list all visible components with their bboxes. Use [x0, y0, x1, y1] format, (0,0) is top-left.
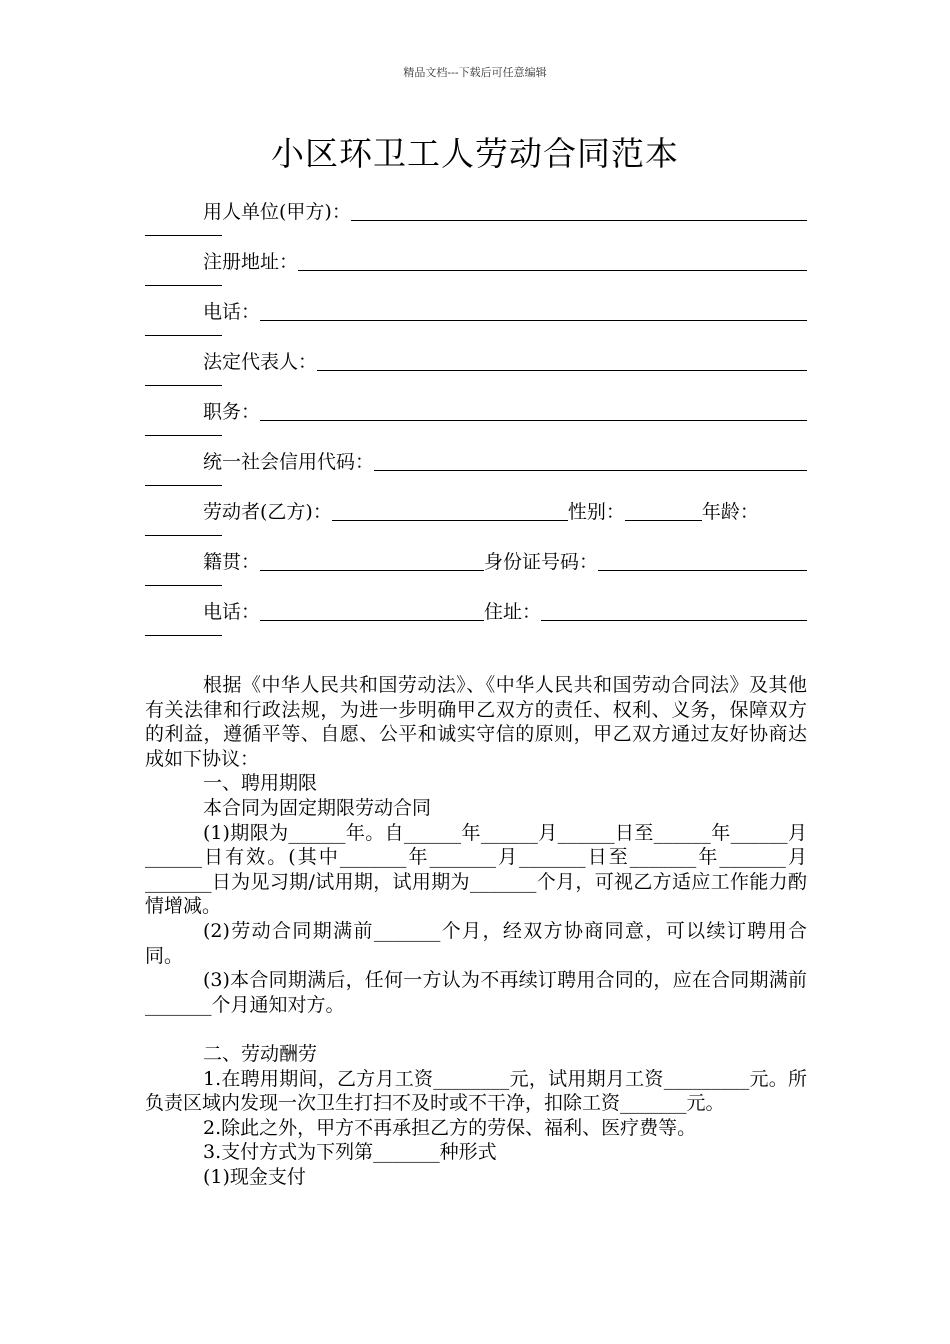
section-gap: [145, 1017, 807, 1042]
gender-label: 性别：: [567, 501, 625, 523]
phone2-blank: [260, 602, 484, 621]
reg-address-blank-tail: [145, 285, 222, 286]
age-blank-tail: [145, 535, 222, 536]
address-label: 住址：: [484, 601, 542, 623]
intro-paragraph: 根据《中华人民共和国劳动法》、《中华人民共和国劳动合同法》及其他有关法律和行政法规，为进一步明确甲乙双方的责任、权利、义务，保障双方的利益，遵循平等、自愿、公平和诚实守信的原则，甲乙双方通过友好协商达成如下协议：: [145, 674, 807, 770]
legal-rep-blank-tail: [145, 385, 222, 386]
employer-blank-tail: [145, 235, 222, 236]
section-2-payment: 3.支付方式为下列第_______种形式: [203, 1141, 497, 1164]
age-label: 年龄：: [701, 501, 759, 523]
position-blank: [260, 402, 807, 421]
section-1-term: (1)期限为______年。自______年______月______日至______年______月______日有效。(其中_______年_______月_______日至_______年_______月_______日为见习期/试用期，试用期为_______个月，可视乙方适应工作能力酌情增减。: [145, 821, 807, 918]
legal-rep-blank: [317, 352, 807, 371]
employer-field: [145, 198, 807, 244]
worker-blank: [332, 502, 568, 521]
legal-rep-field: [145, 348, 807, 394]
employer-blank: [351, 202, 807, 221]
phone1-field: [145, 298, 807, 344]
section-2-salary: 1.在聘用期间，乙方月工资________元，试用期月工资_________元。所负责区域内发现一次卫生打扫不及时或不干净，扣除工资_______元。: [145, 1067, 807, 1115]
reg-address-blank: [298, 252, 807, 271]
section-2-cash: (1)现金支付: [203, 1165, 306, 1188]
section-2-title: 二、劳动酬劳: [203, 1042, 318, 1065]
credit-code-blank: [374, 452, 807, 471]
credit-code-label: 统一社会信用代码：: [203, 451, 375, 473]
address-blank: [541, 602, 807, 621]
section-1-type: 本合同为固定期限劳动合同: [203, 796, 432, 819]
address-blank-tail: [145, 635, 222, 636]
worker-label: 劳动者(乙方)：: [203, 501, 332, 523]
worker-field: [145, 498, 807, 544]
native-place-label: 籍贯：: [203, 551, 261, 573]
native-place-blank: [260, 552, 484, 571]
contract-body: [145, 673, 807, 1189]
reg-address-label: 注册地址：: [203, 251, 299, 273]
credit-code-field: [145, 448, 807, 494]
native-place-field: [145, 548, 807, 594]
section-2-benefits: 2.除此之外，甲方不再承担乙方的劳保、福利、医疗费等。: [203, 1116, 697, 1139]
section-1-title: 一、聘用期限: [203, 772, 318, 795]
phone1-blank-tail: [145, 335, 222, 336]
section-1-renewal: (2)劳动合同期满前_______个月，经双方协商同意，可以续订聘用合同。: [145, 919, 807, 967]
position-field: [145, 398, 807, 444]
legal-rep-label: 法定代表人：: [203, 351, 318, 373]
id-number-label: 身份证号码：: [484, 551, 599, 573]
phone2-label: 电话：: [203, 601, 261, 623]
employer-label: 用人单位(甲方)：: [203, 201, 351, 223]
header-note: 精品文档---下载后可任意编辑: [403, 66, 547, 79]
gender-blank: [625, 502, 702, 521]
phone2-field: [145, 598, 807, 644]
id-number-blank: [598, 552, 807, 571]
reg-address-field: [145, 248, 807, 294]
position-label: 职务：: [203, 401, 261, 423]
phone1-blank: [260, 302, 807, 321]
credit-code-blank-tail: [145, 485, 222, 486]
position-blank-tail: [145, 435, 222, 436]
id-number-blank-tail: [145, 585, 222, 586]
document-title: 小区环卫工人劳动合同范本: [271, 134, 679, 173]
section-1-notice: (3)本合同期满后，任何一方认为不再续订聘用合同的，应在合同期满前_______个月通知对方。: [145, 969, 807, 1016]
phone1-label: 电话：: [203, 301, 261, 323]
